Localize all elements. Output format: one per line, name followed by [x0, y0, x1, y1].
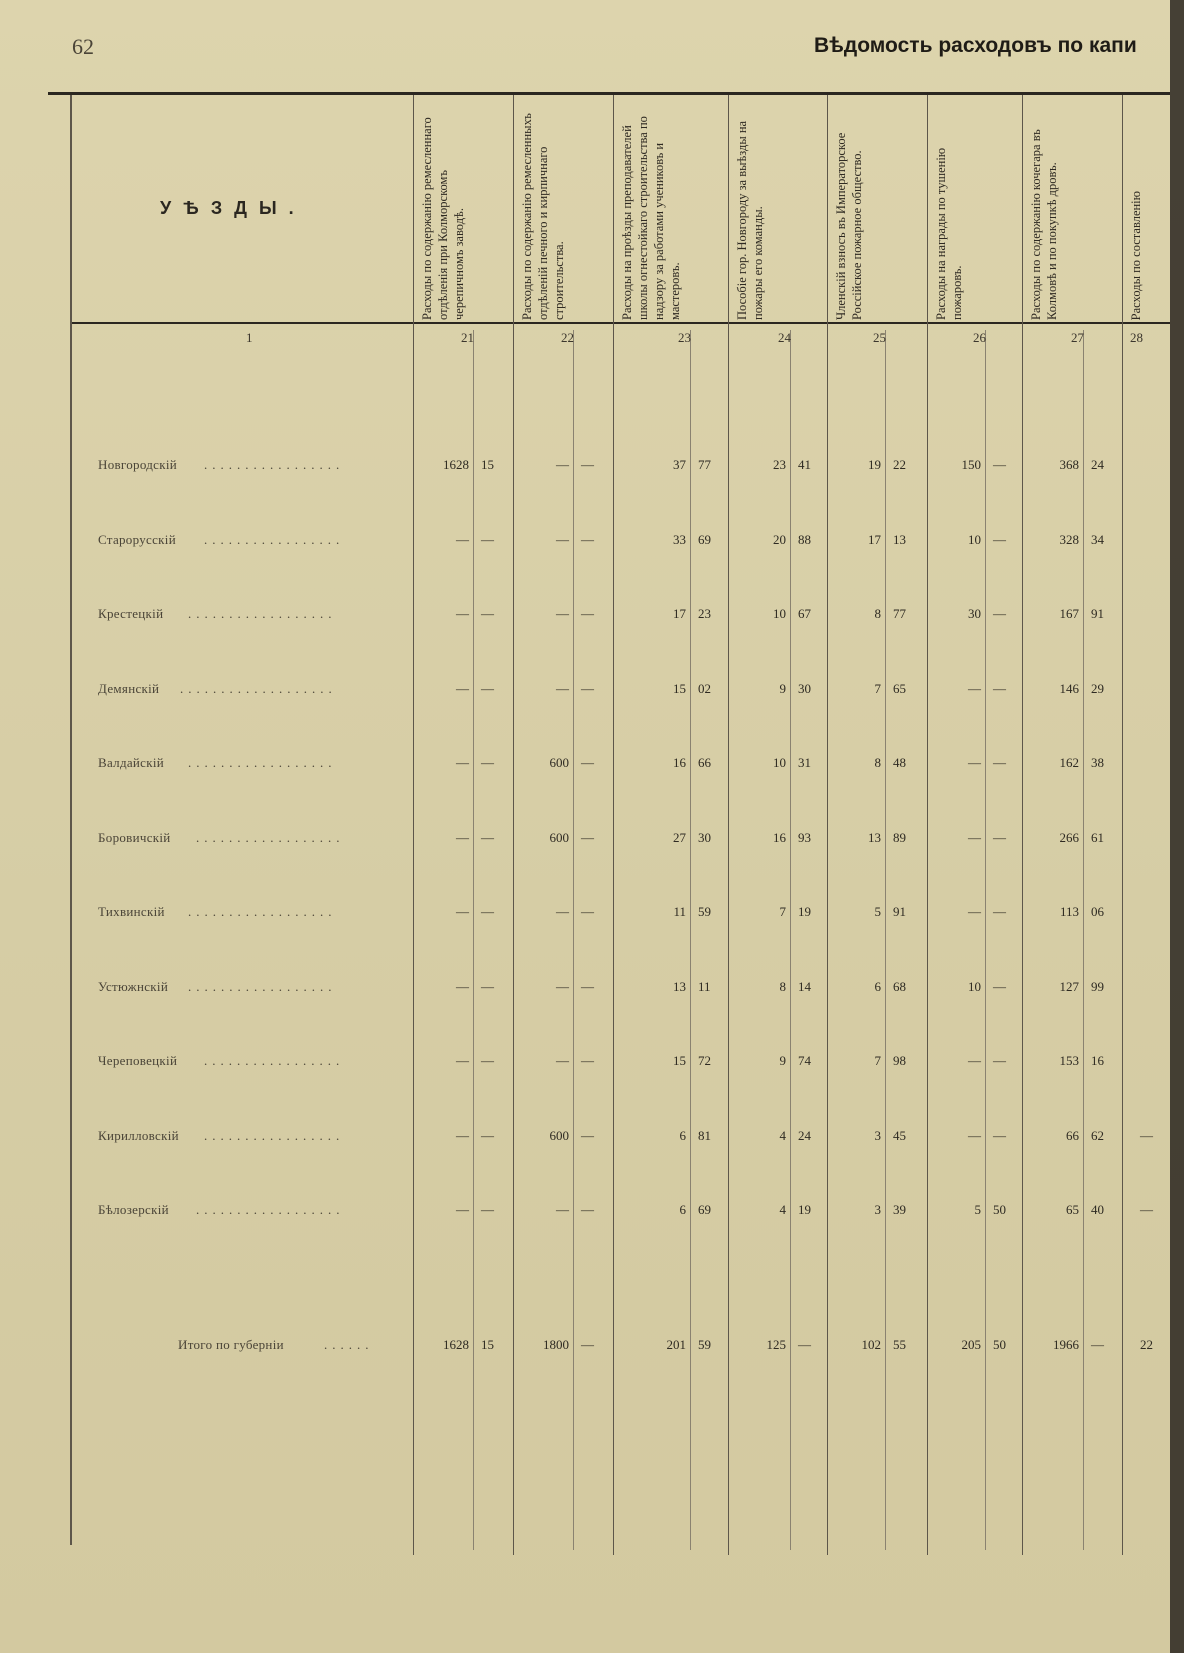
kopeks-value: 59: [698, 904, 711, 919]
page-number: 62: [72, 34, 94, 59]
rubles-value: —: [456, 1202, 469, 1217]
kopeks-value: —: [581, 1202, 594, 1217]
kopek-divider: [885, 330, 886, 1550]
table-row: [0, 753, 1184, 777]
kopeks-value: 41: [798, 457, 811, 472]
leader-dots: ..................: [188, 606, 337, 621]
kopeks-value: 23: [698, 606, 711, 621]
kopeks-value: 67: [798, 606, 811, 621]
column-header-label: Расходы по содержанію кочегара въ Колмовѣ и по покупкѣ дровъ.: [1029, 129, 1059, 320]
leader-dots: ..................: [196, 829, 345, 845]
kopeks-value: —: [581, 606, 594, 621]
district-name: Крестецкій: [98, 606, 164, 621]
column-header: [419, 100, 509, 320]
page-title: Вѣдомость расходовъ по капи: [814, 34, 1137, 57]
column-header: [1028, 100, 1118, 320]
district-name: Кирилловскій: [98, 1127, 179, 1143]
column-number: 25: [873, 330, 886, 345]
column-header: [619, 100, 724, 320]
kopeks-value: 24: [798, 1127, 811, 1143]
rubles-value: 113: [1059, 904, 1079, 919]
rubles-value: 15: [673, 680, 686, 696]
table-row: [0, 902, 1184, 926]
kopeks-value: 15: [481, 1337, 494, 1352]
column-header-label: Расходы на награды по тушенію пожаровъ.: [934, 147, 964, 320]
rubles-value: —: [556, 457, 569, 472]
rubles-value: 5: [974, 1202, 981, 1217]
rubles-value: 8: [779, 978, 786, 994]
kopeks-value: —: [993, 531, 1006, 547]
kopeks-value: —: [581, 1127, 594, 1143]
rubles-value: 6: [679, 1127, 686, 1143]
rubles-value: 23: [773, 457, 786, 472]
kopeks-value: 40: [1091, 1202, 1104, 1217]
rubles-value: —: [456, 1053, 469, 1068]
kopeks-value: 72: [698, 1053, 711, 1068]
column-header-label: Расходы по содержанію ремесленнаго отдѣленія при Колморскомъ черепичномъ заводѣ.: [420, 117, 466, 320]
rubles-value: 1628: [443, 1337, 469, 1352]
rubles-value: 16: [773, 829, 786, 845]
column-number: 26: [973, 330, 986, 345]
column-number: 21: [461, 330, 474, 345]
kopeks-value: —: [581, 1053, 594, 1068]
table-row: [0, 1200, 1184, 1224]
leader-dots: ..................: [188, 904, 337, 919]
kopeks-value: —: [581, 829, 594, 845]
kopeks-value: 15: [481, 457, 494, 472]
kopeks-value: 91: [1091, 606, 1104, 621]
kopeks-value: —: [581, 1337, 594, 1352]
rubles-value: —: [968, 904, 981, 919]
rubles-value: 162: [1059, 755, 1079, 770]
district-name: Бѣлозерскій: [98, 1202, 169, 1217]
rubles-value: —: [556, 680, 569, 696]
column-number: 23: [678, 330, 691, 345]
rubles-value: 17: [673, 606, 686, 621]
kopeks-value: 55: [893, 1337, 906, 1352]
rubles-value: 10: [968, 531, 981, 547]
rubles-value: 4: [779, 1202, 786, 1217]
district-name: Новгородскій: [98, 457, 178, 472]
kopeks-value: 39: [893, 1202, 906, 1217]
rubles-value: 4: [779, 1127, 786, 1143]
column-header: [734, 100, 823, 320]
rubles-value: 6: [874, 978, 881, 994]
leader-dots: ...................: [180, 680, 337, 696]
column-header: [1128, 100, 1166, 320]
district-name: Итого по губерніи: [178, 1337, 284, 1352]
kopeks-value: 69: [698, 531, 711, 547]
leader-dots: ..................: [188, 755, 337, 770]
rubles-value: —: [556, 606, 569, 621]
kopeks-value: —: [481, 531, 494, 547]
district-name: Череповецкій: [98, 1053, 178, 1068]
kopeks-value: 34: [1091, 531, 1104, 547]
rubles-value: —: [556, 1202, 569, 1217]
kopeks-value: 13: [893, 531, 906, 547]
leader-dots: ..................: [196, 1202, 345, 1217]
total-row: [0, 1335, 1184, 1359]
rubles-value: 27: [673, 829, 686, 845]
rubles-value: —: [456, 1127, 469, 1143]
rubles-value: —: [968, 1053, 981, 1068]
rubles-value: 150: [961, 457, 981, 472]
kopek-divider: [985, 330, 986, 1550]
kopeks-value: —: [993, 904, 1006, 919]
kopeks-value: 06: [1091, 904, 1104, 919]
rubles-value: 19: [868, 457, 881, 472]
kopeks-value: 61: [1091, 829, 1104, 845]
kopeks-value: —: [481, 755, 494, 770]
rubles-value: 266: [1059, 829, 1079, 845]
column-number: 22: [561, 330, 574, 345]
table-row: [0, 828, 1184, 852]
kopek-divider: [690, 330, 691, 1550]
kopeks-value: —: [993, 978, 1006, 994]
kopeks-value: —: [993, 755, 1006, 770]
rubles-value: 66: [1066, 1127, 1079, 1143]
rubles-value: 9: [779, 680, 786, 696]
district-name: Тихвинскій: [98, 904, 165, 919]
rubles-value: 9: [779, 1053, 786, 1068]
rubles-value: 37: [673, 457, 686, 472]
rubles-value: 5: [874, 904, 881, 919]
table-row: [0, 679, 1184, 703]
rubles-value: —: [456, 978, 469, 994]
rubles-value: 65: [1066, 1202, 1079, 1217]
kopeks-value: —: [993, 1053, 1006, 1068]
district-name: Устюжнскій: [98, 978, 169, 994]
leader-dots: .................: [204, 457, 345, 472]
rubles-value: 201: [666, 1337, 686, 1352]
kopeks-value: —: [581, 904, 594, 919]
column-header: [833, 100, 923, 320]
kopeks-value: 29: [1091, 680, 1104, 696]
rubles-value: 600: [549, 1127, 569, 1143]
kopeks-value: —: [993, 829, 1006, 845]
rubles-value: —: [456, 680, 469, 696]
rubles-value: —: [556, 978, 569, 994]
kopeks-value: 77: [893, 606, 906, 621]
kopek-divider: [473, 330, 474, 1550]
kopeks-value: 16: [1091, 1053, 1104, 1068]
kopeks-value: 62: [1091, 1127, 1104, 1143]
rubles-value: 13: [868, 829, 881, 845]
rubles-value: —: [456, 904, 469, 919]
kopeks-value: 19: [798, 1202, 811, 1217]
kopeks-value: 38: [1091, 755, 1104, 770]
kopeks-value: —: [581, 457, 594, 472]
kopeks-value: 89: [893, 829, 906, 845]
rubles-value: 6: [679, 1202, 686, 1217]
rubles-value: 328: [1059, 531, 1079, 547]
column-header-label: Расходы на проѣзды преподавателей школы огнестойкаго строительства по надзору за работами учениковъ и мастеровъ.: [620, 116, 682, 320]
column-number: 24: [778, 330, 791, 345]
kopeks-value: 81: [698, 1127, 711, 1143]
rubles-value: 11: [673, 904, 686, 919]
kopeks-value: 59: [698, 1337, 711, 1352]
leader-dots: .................: [204, 1127, 345, 1143]
leader-dots: .................: [204, 1053, 345, 1068]
kopeks-value: 77: [698, 457, 711, 472]
kopeks-value: —: [481, 606, 494, 621]
kopeks-value: 02: [698, 680, 711, 696]
col28-value: —: [1140, 1127, 1153, 1143]
kopeks-value: —: [481, 829, 494, 845]
rubles-value: 8: [874, 755, 881, 770]
kopeks-value: 14: [798, 978, 811, 994]
column-header: [933, 100, 1018, 320]
header-bottom-rule: [70, 322, 1170, 324]
kopeks-value: 69: [698, 1202, 711, 1217]
district-name: Боровичскій: [98, 829, 171, 845]
rubles-value: —: [556, 904, 569, 919]
rubles-value: 16: [673, 755, 686, 770]
rubles-value: 102: [861, 1337, 881, 1352]
kopeks-value: 19: [798, 904, 811, 919]
table-row: [0, 1051, 1184, 1075]
rubles-value: 10: [968, 978, 981, 994]
rubles-value: 1800: [543, 1337, 569, 1352]
rubles-value: —: [968, 1127, 981, 1143]
rubles-value: —: [456, 531, 469, 547]
rubles-value: 7: [874, 680, 881, 696]
rubles-value: —: [556, 531, 569, 547]
column-header-label: Расходы по составленію: [1129, 190, 1143, 320]
rubles-value: 17: [868, 531, 881, 547]
rubles-value: 205: [961, 1337, 981, 1352]
kopeks-value: —: [993, 606, 1006, 621]
rubles-value: 1628: [443, 457, 469, 472]
kopeks-value: —: [481, 1053, 494, 1068]
kopeks-value: 48: [893, 755, 906, 770]
col28-value: —: [1140, 1202, 1153, 1217]
rubles-value: 153: [1059, 1053, 1079, 1068]
kopeks-value: —: [993, 1127, 1006, 1143]
kopeks-value: 30: [798, 680, 811, 696]
column-number: 27: [1071, 330, 1084, 345]
stub-left-border: [70, 95, 72, 1545]
rubles-value: 15: [673, 1053, 686, 1068]
rubles-value: 125: [766, 1337, 786, 1352]
column-header-label: Членскій взносъ въ Императорское Россійское пожарное общество.: [834, 132, 864, 320]
kopeks-value: —: [481, 680, 494, 696]
rubles-value: —: [968, 829, 981, 845]
rubles-value: 7: [874, 1053, 881, 1068]
rubles-value: —: [968, 680, 981, 696]
kopeks-value: —: [581, 978, 594, 994]
table-row: [0, 977, 1184, 1001]
column-number: 28: [1130, 330, 1143, 345]
rubles-value: 167: [1059, 606, 1079, 621]
col28-value: 22: [1140, 1337, 1153, 1352]
table-row: [0, 530, 1184, 554]
rubles-value: —: [456, 829, 469, 845]
kopeks-value: 50: [993, 1337, 1006, 1352]
kopeks-value: 91: [893, 904, 906, 919]
rubles-value: 33: [673, 531, 686, 547]
rubles-value: 368: [1059, 457, 1079, 472]
kopeks-value: —: [798, 1337, 811, 1352]
kopek-divider: [1083, 330, 1084, 1550]
kopeks-value: 88: [798, 531, 811, 547]
rubles-value: 127: [1059, 978, 1079, 994]
kopeks-value: 22: [893, 457, 906, 472]
rubles-value: 30: [968, 606, 981, 621]
kopeks-value: —: [1091, 1337, 1104, 1352]
kopeks-value: —: [993, 680, 1006, 696]
district-name: Старорусскій: [98, 531, 176, 547]
rubles-value: 10: [773, 606, 786, 621]
district-name: Валдайскій: [98, 755, 165, 770]
rubles-value: 8: [874, 606, 881, 621]
rubles-value: 7: [779, 904, 786, 919]
kopeks-value: —: [581, 680, 594, 696]
kopeks-value: 65: [893, 680, 906, 696]
stub-header: УѢЗДЫ.: [160, 198, 306, 218]
leader-dots: ..................: [188, 978, 337, 994]
top-rule: [48, 92, 1170, 95]
rubles-value: 13: [673, 978, 686, 994]
kopeks-value: —: [481, 1202, 494, 1217]
rubles-value: 20: [773, 531, 786, 547]
rubles-value: —: [556, 1053, 569, 1068]
kopek-divider: [573, 330, 574, 1550]
kopeks-value: —: [481, 904, 494, 919]
rubles-value: —: [456, 606, 469, 621]
kopeks-value: 93: [798, 829, 811, 845]
rubles-value: —: [968, 755, 981, 770]
kopeks-value: 30: [698, 829, 711, 845]
kopeks-value: 50: [993, 1202, 1006, 1217]
column-header: [519, 100, 609, 320]
kopeks-value: 24: [1091, 457, 1104, 472]
kopeks-value: 74: [798, 1053, 811, 1068]
kopeks-value: 31: [798, 755, 811, 770]
kopeks-value: —: [481, 1127, 494, 1143]
rubles-value: 1966: [1053, 1337, 1079, 1352]
kopeks-value: 11: [698, 978, 711, 994]
kopeks-value: —: [993, 457, 1006, 472]
kopeks-value: 66: [698, 755, 711, 770]
rubles-value: 600: [549, 755, 569, 770]
column-header-label: Пособіе гор. Новгороду за выѣзды на пожары его команды.: [735, 120, 765, 320]
table-row: [0, 455, 1184, 479]
kopeks-value: —: [581, 755, 594, 770]
rubles-value: 3: [874, 1127, 881, 1143]
kopeks-value: 68: [893, 978, 906, 994]
kopeks-value: 45: [893, 1127, 906, 1143]
kopek-divider: [790, 330, 791, 1550]
rubles-value: —: [456, 755, 469, 770]
rubles-value: 10: [773, 755, 786, 770]
rubles-value: 600: [549, 829, 569, 845]
leader-dots: ......: [324, 1337, 374, 1352]
table-row: [0, 604, 1184, 628]
rubles-value: 3: [874, 1202, 881, 1217]
rubles-value: 146: [1059, 680, 1079, 696]
table-row: [0, 1126, 1184, 1150]
kopeks-value: —: [581, 531, 594, 547]
district-name: Демянскій: [98, 680, 160, 696]
column-header-label: Расходы по содержанію ремесленныхъ отдѣленій печного и кирпичнаго строительства.: [520, 113, 566, 320]
leader-dots: .................: [204, 531, 345, 547]
kopeks-value: 98: [893, 1053, 906, 1068]
kopeks-value: 99: [1091, 978, 1104, 994]
page-edge-shadow: [1170, 0, 1184, 1653]
kopeks-value: —: [481, 978, 494, 994]
stub-col-number: 1: [246, 330, 253, 345]
